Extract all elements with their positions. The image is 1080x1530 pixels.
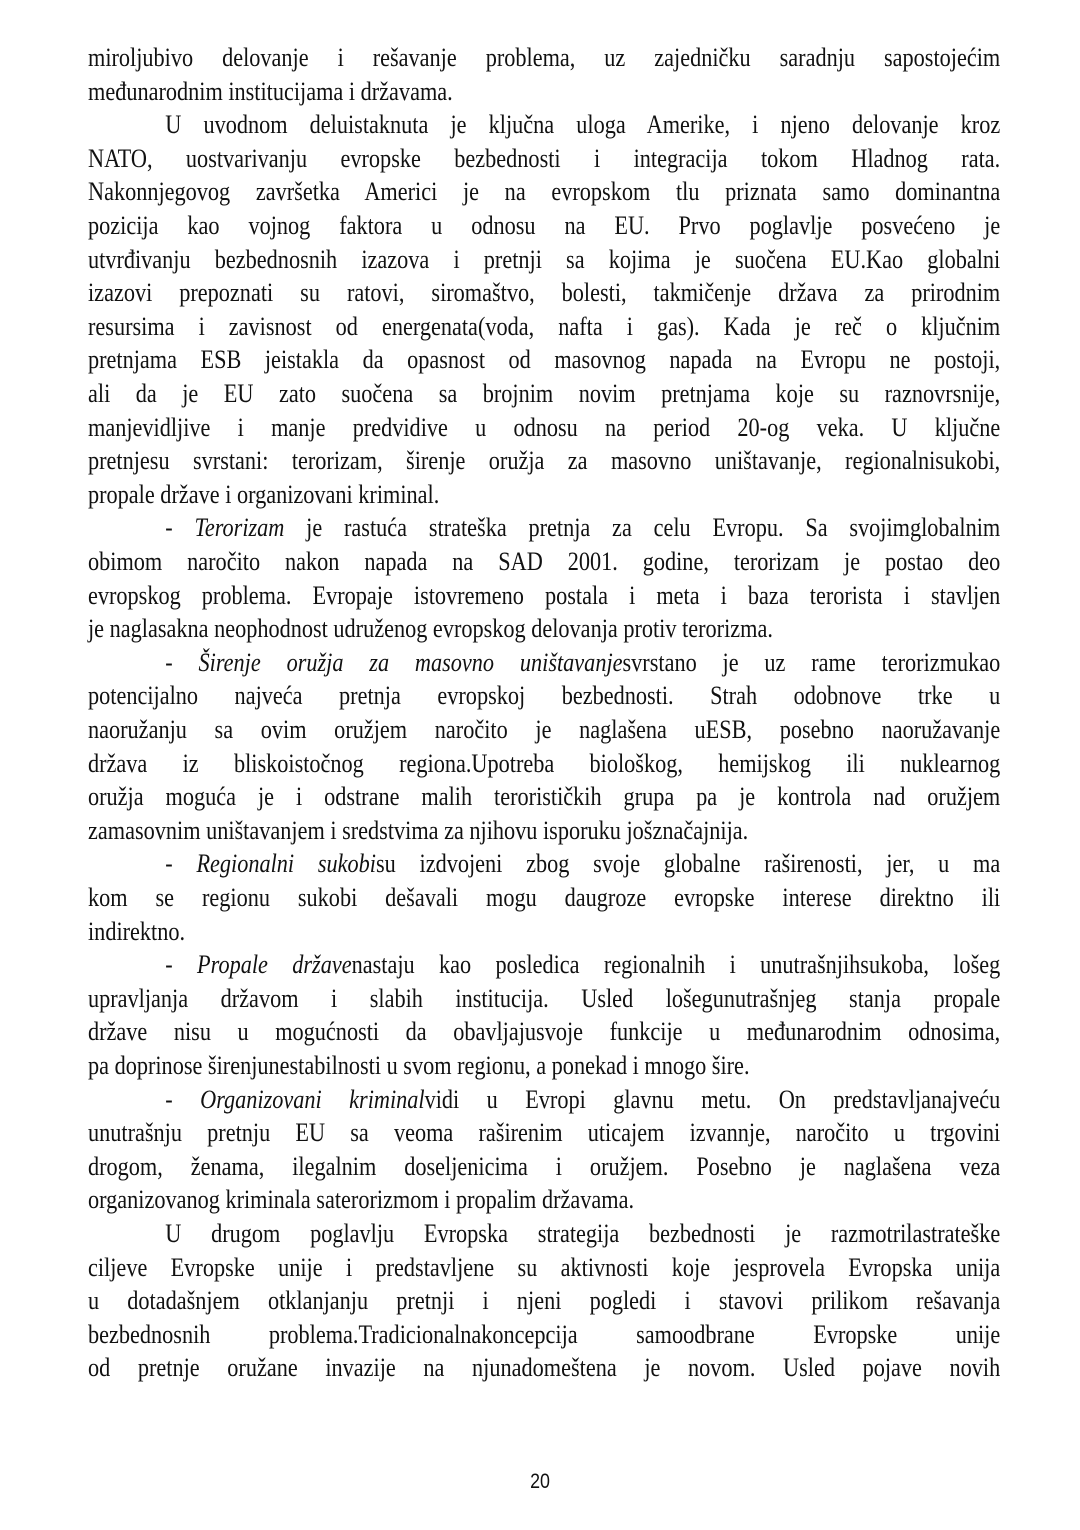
text-line [88, 612, 1000, 644]
text-line [88, 276, 1000, 308]
text-segment: svrstano je uz rame terorizmukao [622, 646, 1001, 677]
text-line [88, 377, 1000, 409]
text-segment: vidi u Evropi glavnu metu. On predstavljanajveću [424, 1083, 1001, 1114]
text-segment: pretnjesu svrstani: terorizam, širenje oružja za masovno uništavanje, regionalnisukobi, [88, 445, 1001, 476]
text-line [88, 747, 1000, 779]
text-line [88, 108, 1000, 140]
text-line [88, 343, 1000, 375]
text-segment: države nisu u mogućnosti da obavljajusvoje funkcije u međunarodnim odnosima, [88, 1016, 1001, 1047]
text-line [88, 679, 1000, 711]
text-line [88, 1284, 1000, 1316]
text-segment: bezbednosnih problema.Tradicionalnakoncepcija samoodbrane Evropske unije [88, 1318, 1001, 1349]
text-line [88, 1251, 1000, 1283]
text-line [88, 142, 1000, 174]
text-line [88, 713, 1000, 745]
text-segment: manjevidljive i manje predvidive u odnosu na period 20-og veka. U ključne [88, 411, 1001, 442]
italic-term: Organizovani kriminal [200, 1083, 425, 1114]
text-segment: - [165, 1083, 201, 1114]
text-segment: unutrašnju pretnju EU sa veoma raširenim uticajem izvannje, naročito u trgovini [88, 1117, 1001, 1148]
text-segment: U drugom poglavlju Evropska strategija bezbednosti je razmotrilastrateške [165, 1218, 1001, 1248]
text-segment: pa doprinose širenjunestabilnosti u svom regionu, a ponekad i mnogo šire. [88, 1050, 750, 1080]
page-number: 20 [530, 1470, 550, 1493]
text-segment: miroljubivo delovanje i rešavanje problema, uz zajedničku saradnju sapostojećim [88, 42, 1001, 72]
text-segment: - [165, 949, 198, 980]
text-line [88, 511, 1000, 543]
text-line [88, 1116, 1000, 1148]
text-segment: resursima i zavisnost od energenata(voda, nafta i gas). Kada je reč o ključnim [88, 310, 1001, 341]
text-segment: izazovi prepoznati su ratovi, siromaštvo, bolesti, takmičenje država za prirodnim [88, 277, 1001, 308]
text-line [88, 847, 1000, 879]
text-segment: ciljeve Evropske unije i predstavljene su aktivnosti koje jesprovela Evropska unija [88, 1251, 1001, 1282]
text-segment: drogom, ženama, ilegalnim doseljenicima i oružjem. Posebno je naglašena veza [88, 1150, 1001, 1181]
text-segment: - [165, 848, 197, 879]
text-segment: U uvodnom deluistaknuta je ključna uloga Amerike, i njeno delovanje kroz [165, 109, 1001, 140]
text-line [88, 1150, 1000, 1182]
text-segment: je rastuća strateška pretnja za celu Evropu. Sa svojimglobalnim [284, 512, 1001, 543]
text-segment: u dotadašnjem otklanjanju pretnji i njeni pogledi i stavovi prilikom rešavanja [88, 1285, 1001, 1316]
text-line [88, 175, 1000, 207]
text-line [88, 1049, 1000, 1081]
text-segment: kom se regionu sukobi dešavali mogu daugroze evropske interese direktno ili [88, 882, 1001, 912]
text-line [88, 1351, 1000, 1383]
text-line [88, 545, 1000, 577]
text-segment: indirektno. [88, 915, 186, 946]
text-segment: pozicija kao vojnog faktora u odnosu na EU. Prvo poglavlje posvećeno je [88, 210, 1001, 240]
text-line [88, 478, 1000, 510]
text-segment: ali da je EU zato suočena sa brojnim novim pretnjama koje su raznovrsnije, [88, 378, 1001, 408]
text-segment: oružja moguća je i odstrane malih terorističkih grupa pa je kontrola nad oružjem [88, 781, 1001, 812]
text-segment: od pretnje oružane invazije na njunadomeštena je novom. Usled pojave novih [88, 1352, 1001, 1383]
text-segment: utvrđivanju bezbednosnih izazova i pretnji sa kojima je suočena EU.Kao globalni [88, 243, 1001, 274]
text-segment: potencijalno najveća pretnja evropskoj bezbednosti. Strah odobnove trke u [88, 680, 1001, 711]
text-segment: naoružanju sa ovim oružjem naročito je naglašena uESB, posebno naoružavanje [88, 714, 1001, 744]
text-line [88, 444, 1000, 476]
text-segment: nastaju kao posledica regionalnih i unutrašnjihsukoba, lošeg [351, 949, 1001, 980]
text-segment: zamasovnim uništavanjem i sredstvima za njihovu isporuku jošznačajnija. [88, 814, 749, 845]
text-line [88, 1318, 1000, 1350]
text-segment: Nakonnjegovog završetka Americi je na evropskom tlu priznata samo dominantna [88, 176, 1001, 207]
text-line [88, 1083, 1000, 1115]
text-line [88, 209, 1000, 241]
text-line [88, 579, 1000, 611]
text-segment: organizovanog kriminala saterorizmom i propalim državama. [88, 1184, 635, 1215]
text-line [88, 243, 1000, 275]
text-line [88, 411, 1000, 443]
text-segment: - [165, 646, 199, 677]
text-line [88, 310, 1000, 342]
italic-term: Regionalni sukobi [196, 848, 376, 879]
text-line [88, 982, 1000, 1014]
text-line [88, 1015, 1000, 1047]
text-segment: NATO, uostvarivanju evropske bezbednosti i integracija tokom Hladnog rata. [88, 142, 1001, 173]
text-segment: međunarodnim institucijama i državama. [88, 75, 453, 106]
text-segment: su izdvojeni zbog svoje globalne raširenosti, jer, u ma [375, 848, 1001, 879]
italic-term: Propale države [197, 949, 352, 980]
text-segment: obimom naročito nakon napada na SAD 2001. godine, terorizam je postao deo [88, 546, 1001, 576]
text-line [88, 814, 1000, 846]
text-line [88, 646, 1000, 678]
text-segment: - [165, 512, 195, 543]
text-segment: pretnjama ESB jeistakla da opasnost od masovnog napada na Evropu ne postoji, [88, 344, 1001, 375]
text-segment: upravljanja državom i slabih institucija. Usled lošegunutrašnjeg stanja propale [88, 982, 1001, 1013]
text-line [88, 75, 1000, 107]
text-segment: država iz bliskoistočnog regiona.Upotreba biološkog, hemijskog ili nuklearnog [88, 747, 1001, 778]
text-segment: je naglasakna neophodnost udruženog evropskog delovanja protiv terorizma. [88, 613, 773, 644]
italic-term: Terorizam [194, 512, 285, 543]
text-line [88, 915, 1000, 947]
text-line [88, 1183, 1000, 1215]
text-segment: propale države i organizovani kriminal. [88, 478, 440, 509]
text-segment: evropskog problema. Evropaje istovremeno postala i meta i baza terorista i stavljen [88, 579, 1001, 610]
text-line [88, 948, 1000, 980]
italic-term: Širenje oružja za masovno uništavanje [198, 646, 623, 677]
text-line [88, 1217, 1000, 1249]
text-line [88, 881, 1000, 913]
text-line [88, 780, 1000, 812]
text-line [88, 41, 1000, 73]
